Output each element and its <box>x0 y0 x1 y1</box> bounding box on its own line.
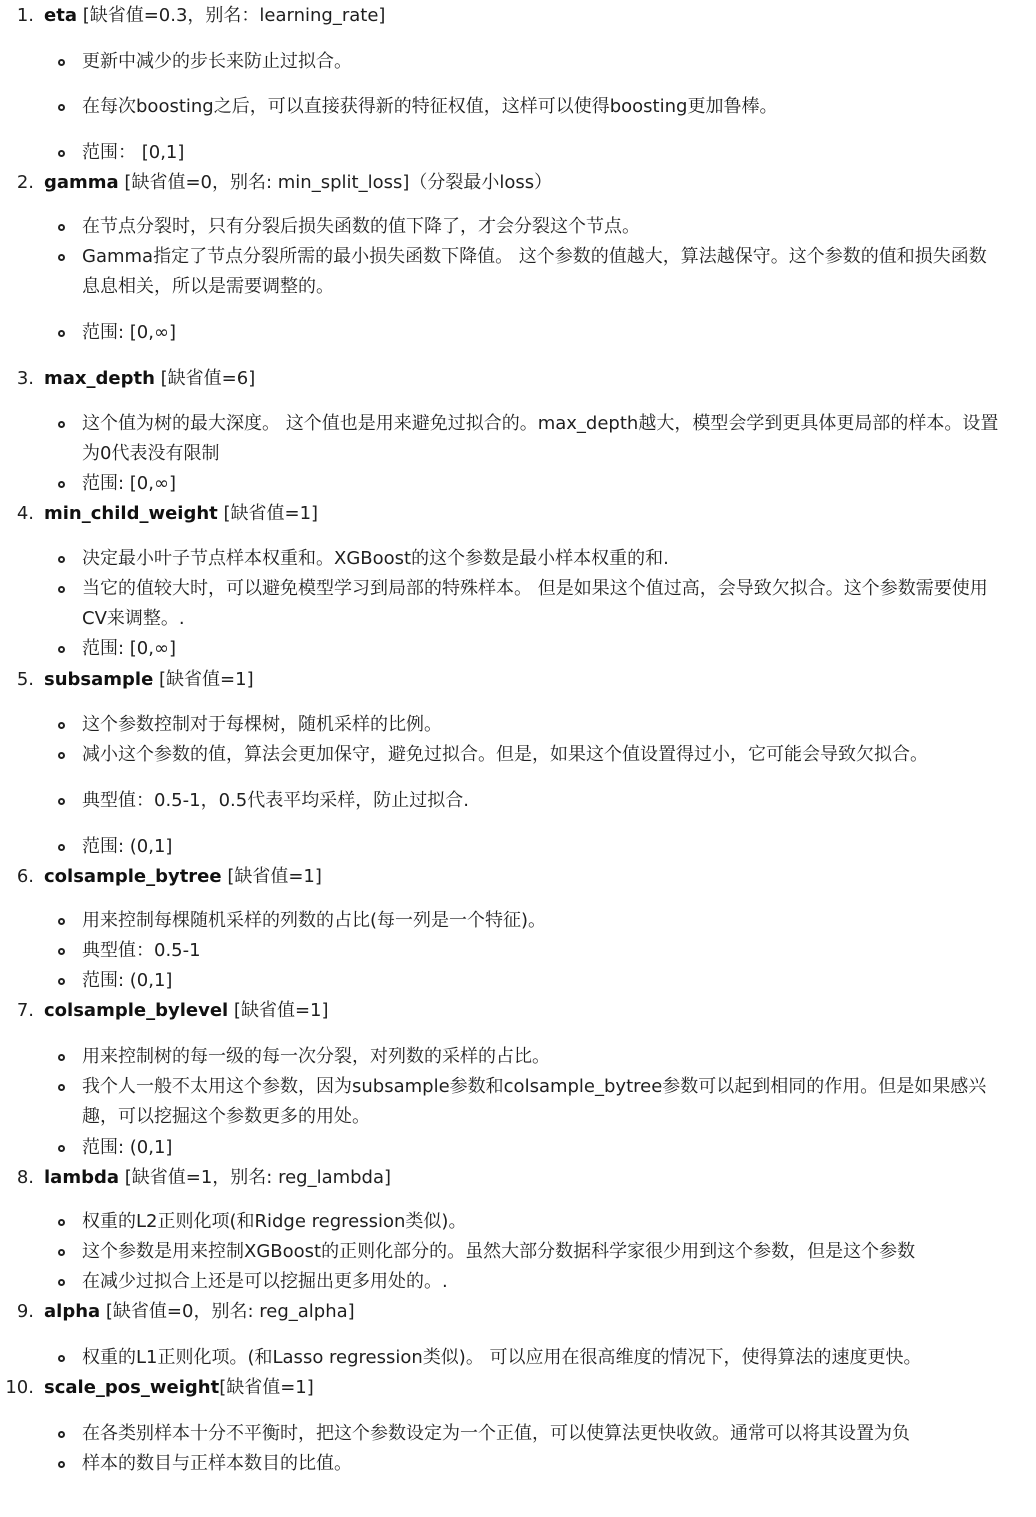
bullet-icon <box>58 421 65 428</box>
list-number: 1. <box>16 5 34 26</box>
bullet-icon <box>58 1279 65 1286</box>
bullet-icon <box>58 752 65 759</box>
param-title <box>44 1000 329 1022</box>
param-name: gamma <box>44 172 119 193</box>
bullet-text: 权重的L1正则化项。(和Lasso regression类似)。 可以应用在很高维度的情况下，使得算法的速度更快。 <box>82 1347 922 1368</box>
bullet-text: 用来控制每棵随机采样的列数的占比(每一列是一个特征)。 <box>82 910 547 931</box>
param-name: scale_pos_weight <box>44 1377 220 1398</box>
param-title <box>44 5 385 27</box>
param-meta: [缺省值=6] <box>154 368 256 389</box>
bullet-icon <box>58 1431 65 1438</box>
list-number: 3. <box>16 368 34 389</box>
param-title <box>44 866 322 888</box>
param-name: eta <box>44 5 77 26</box>
bullet-icon <box>58 722 65 729</box>
bullet-icon <box>58 918 65 925</box>
list-number: 10. <box>5 1377 34 1398</box>
param-meta: [缺省值=1] <box>219 1377 314 1398</box>
bullet-text: 典型值：0.5-1，0.5代表平均采样，防止过拟合. <box>82 790 469 811</box>
bullet-icon <box>58 1249 65 1256</box>
param-name: min_child_weight <box>44 503 218 524</box>
param-title <box>44 1301 355 1323</box>
bullet-icon <box>58 254 65 261</box>
bullet-icon <box>58 1355 65 1362</box>
bullet-icon <box>58 104 65 111</box>
list-number: 8. <box>16 1167 34 1188</box>
param-title <box>44 172 552 194</box>
bullet-text: 范围: [0,∞] <box>82 638 176 659</box>
bullet-text: 权重的L2正则化项(和Ridge regression类似)。 <box>82 1211 467 1232</box>
bullet-icon <box>58 330 65 337</box>
bullet-text: 范围: [0,∞] <box>82 322 176 343</box>
param-name: colsample_bytree <box>44 866 222 887</box>
bullet-text: 在减少过拟合上还是可以挖掘出更多用处的。. <box>82 1271 448 1292</box>
bullet-icon <box>58 481 65 488</box>
list-number: 6. <box>16 866 34 887</box>
bullet-text: 范围: (0,1] <box>82 970 173 991</box>
bullet-icon <box>58 646 65 653</box>
bullet-text: 范围: [0,∞] <box>82 473 176 494</box>
list-number: 4. <box>16 503 34 524</box>
param-meta: [缺省值=1] <box>217 503 319 524</box>
bullet-text: 这个值为树的最大深度。 这个值也是用来避免过拟合的。max_depth越大，模型会学到更具体更局部的样本。设置为0代表没有限制 <box>82 413 999 464</box>
bullet-text: 样本的数目与正样本数目的比值。 <box>82 1453 352 1474</box>
bullet-icon <box>58 150 65 157</box>
bullet-icon <box>58 59 65 66</box>
bullet-icon <box>58 1054 65 1061</box>
bullet-icon <box>58 798 65 805</box>
list-number: 2. <box>16 172 34 193</box>
bullet-text: 范围: (0,1] <box>82 836 173 857</box>
param-name: max_depth <box>44 368 155 389</box>
bullet-icon <box>58 1219 65 1226</box>
bullet-icon <box>58 948 65 955</box>
bullet-text: 这个参数控制对于每棵树，随机采样的比例。 <box>82 714 442 735</box>
bullet-text: 更新中减少的步长来防止过拟合。 <box>82 51 352 72</box>
param-name: colsample_bylevel <box>44 1000 229 1021</box>
list-number: 9. <box>16 1301 34 1322</box>
bullet-text: 范围: (0,1] <box>82 1137 173 1158</box>
bullet-icon <box>58 556 65 563</box>
bullet-icon <box>58 978 65 985</box>
bullet-text: 在每次boosting之后，可以直接获得新的特征权值，这样可以使得boosting更加鲁棒。 <box>82 96 778 117</box>
param-meta: [缺省值=1] <box>228 1000 329 1021</box>
bullet-text: 在节点分裂时，只有分裂后损失函数的值下降了，才会分裂这个节点。 <box>82 216 640 237</box>
bullet-icon <box>58 1145 65 1152</box>
param-title <box>44 669 254 691</box>
param-meta: [缺省值=1] <box>221 866 322 887</box>
bullet-text: 我个人一般不太用这个参数，因为subsample参数和colsample_bytree参数可以起到相同的作用。但是如果感兴趣，可以挖掘这个参数更多的用处。 <box>82 1076 987 1127</box>
bullet-icon <box>58 1084 65 1091</box>
bullet-text: 范围： [0,1] <box>82 142 185 163</box>
param-name: subsample <box>44 669 154 690</box>
param-meta: [缺省值=0，别名: min_split_loss]（分裂最小loss） <box>118 172 553 193</box>
param-title <box>44 1167 391 1189</box>
bullet-icon <box>58 844 65 851</box>
bullet-text: 典型值：0.5-1 <box>82 940 201 961</box>
bullet-text: 决定最小叶子节点样本权重和。XGBoost的这个参数是最小样本权重的和. <box>82 548 669 569</box>
param-meta: [缺省值=0.3，别名：learning_rate] <box>76 5 386 26</box>
bullet-icon <box>58 224 65 231</box>
param-meta: [缺省值=1，别名: reg_lambda] <box>119 1167 392 1188</box>
bullet-text: 用来控制树的每一级的每一次分裂，对列数的采样的占比。 <box>82 1046 550 1067</box>
param-title <box>44 503 318 525</box>
param-title <box>44 1377 314 1399</box>
param-name: lambda <box>44 1167 119 1188</box>
param-title <box>44 368 255 390</box>
list-number: 7. <box>16 1000 34 1021</box>
bullet-text: Gamma指定了节点分裂所需的最小损失函数下降值。 这个参数的值越大，算法越保守。这个参数的值和损失函数息息相关，所以是需要调整的。 <box>82 246 987 297</box>
bullet-text: 在各类别样本十分不平衡时，把这个参数设定为一个正值，可以使算法更快收敛。通常可以将其设置为负 <box>82 1423 910 1444</box>
bullet-text: 减小这个参数的值，算法会更加保守，避免过拟合。但是，如果这个值设置得过小，它可能会导致欠拟合。 <box>82 744 928 765</box>
param-meta: [缺省值=1] <box>153 669 254 690</box>
list-number: 5. <box>16 669 34 690</box>
bullet-text: 当它的值较大时，可以避免模型学习到局部的特殊样本。 但是如果这个值过高，会导致欠拟合。这个参数需要使用CV来调整。. <box>82 578 988 629</box>
param-name: alpha <box>44 1301 101 1322</box>
bullet-text: 这个参数是用来控制XGBoost的正则化部分的。虽然大部分数据科学家很少用到这个参数，但是这个参数 <box>82 1241 916 1262</box>
bullet-icon <box>58 1461 65 1468</box>
bullet-icon <box>58 586 65 593</box>
param-meta: [缺省值=0，别名: reg_alpha] <box>100 1301 355 1322</box>
